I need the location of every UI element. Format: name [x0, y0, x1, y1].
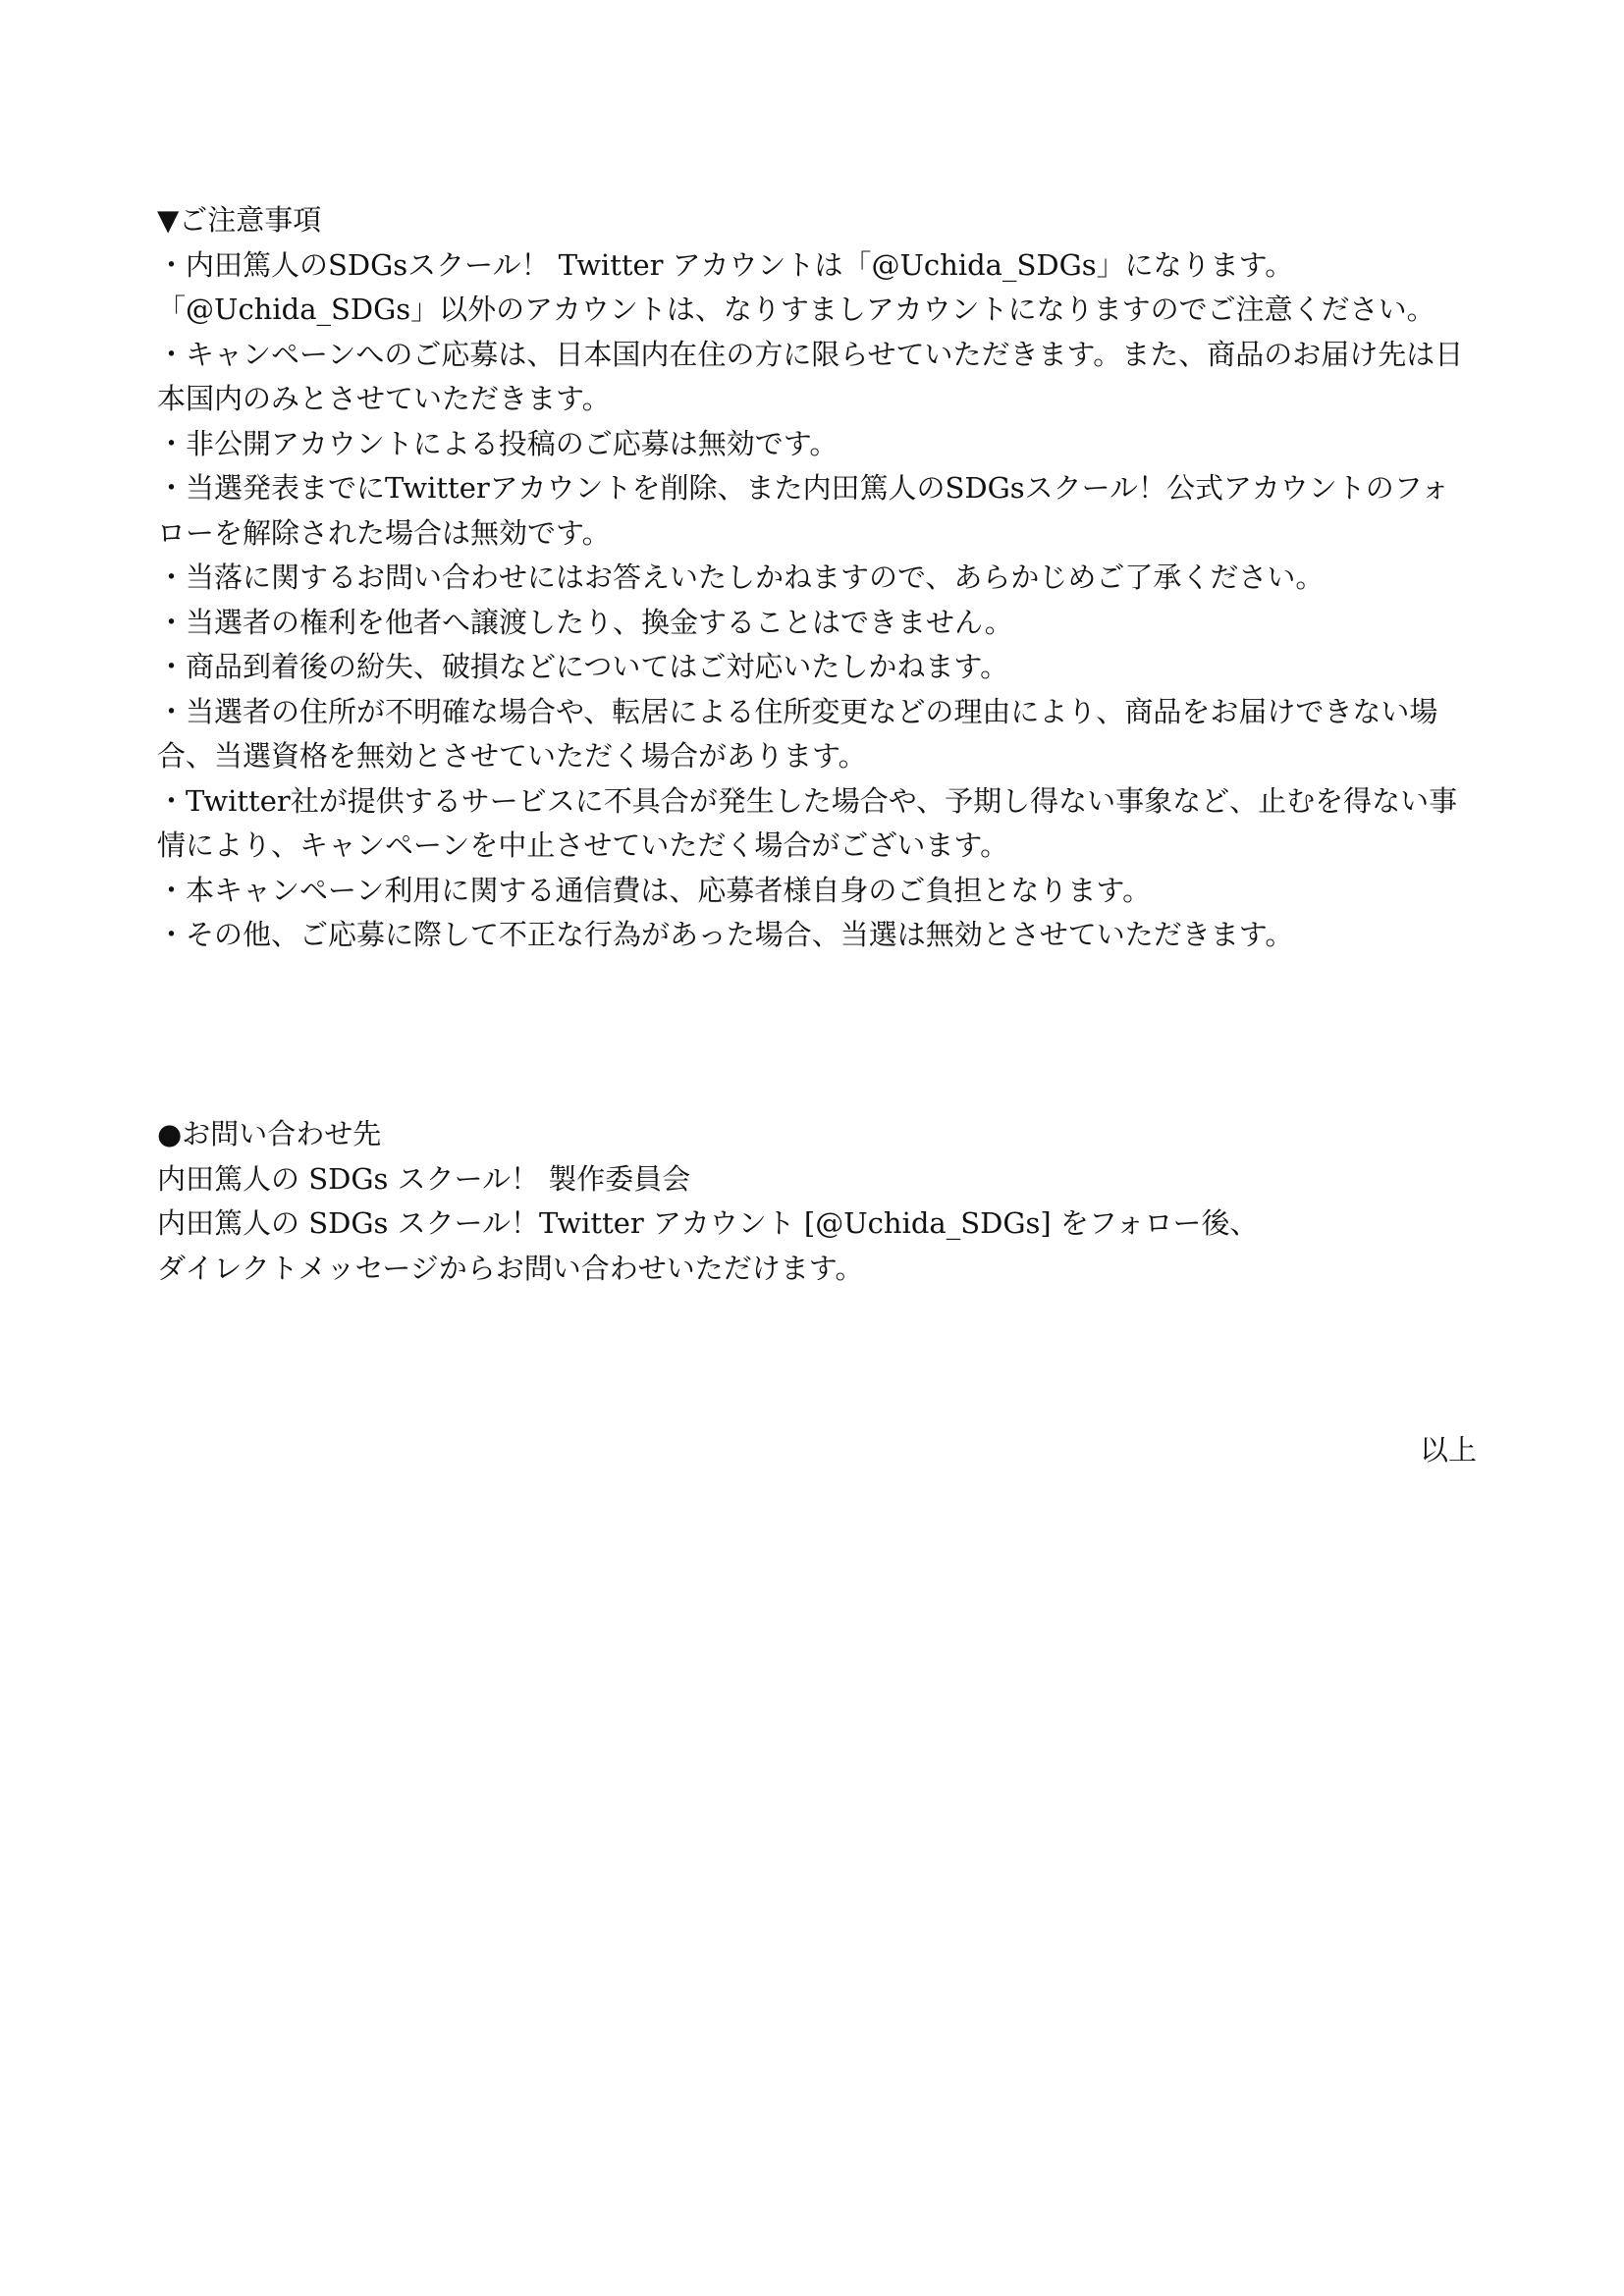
notes-item: ・本キャンペーン利用に関する通信費は、応募者様自身のご負担となります。: [157, 873, 1152, 907]
notes-section: [157, 198, 1478, 958]
contact-section: [157, 1112, 1478, 1291]
contact-heading: ●お問い合わせ先: [157, 1117, 382, 1150]
notes-item: ・当落に関するお問い合わせにはお答えいたしかねますので、あらかじめご了承ください。: [157, 561, 1325, 594]
notes-item: ・非公開アカウントによる投稿のご応募は無効です。: [157, 426, 839, 460]
contact-line: ダイレクトメッセージからお問い合わせいただけます。: [157, 1251, 864, 1285]
notes-item: ・商品到着後の紛失、破損などについてはご対応いたしかねます。: [157, 650, 1009, 683]
notes-item: ・Twitter社が提供するサービスに不具合が発生した場合や、予期し得ない事象など、止むを得ない事情により、キャンペーンを中止させていただく場合がございます。: [157, 783, 1458, 862]
closing-text: 以上: [1419, 1433, 1477, 1467]
notes-item: ・当選者の権利を他者へ譲渡したり、換金することはできません。: [157, 605, 1013, 639]
notes-item: ・その他、ご応募に際して不正な行為があった場合、当選は無効とさせていただきます。: [157, 918, 1294, 951]
notes-item: ・内田篤人のSDGsスクール！ Twitter アカウントは「@Uchida_SDGs」になります。: [157, 247, 1294, 282]
notes-item: ・当選者の住所が不明確な場合や、転居による住所変更などの理由により、商品をお届けできない場合、当選資格を無効とさせていただく場合があります。: [157, 694, 1438, 773]
notes-item: ・当選発表までにTwitterアカウントを削除、また内田篤人のSDGsスクール！公式アカウントのフォローを解除された場合は無効です。: [157, 471, 1450, 550]
contact-line: 内田篤人の SDGs スクール！ 製作委員会: [157, 1161, 691, 1196]
notes-heading: ▼ご注意事項: [157, 203, 322, 237]
notes-item: 「@Uchida_SDGs」以外のアカウントは、なりすましアカウントになりますのでご注意ください。: [157, 293, 1435, 326]
contact-line: 内田篤人の SDGs スクール！Twitter アカウント [@Uchida_SDGs] をフォロー後、: [157, 1206, 1259, 1240]
notes-item: ・キャンペーンへのご応募は、日本国内在住の方に限らせていただきます。また、商品のお届け先は日本国内のみとさせていただきます。: [157, 337, 1464, 415]
